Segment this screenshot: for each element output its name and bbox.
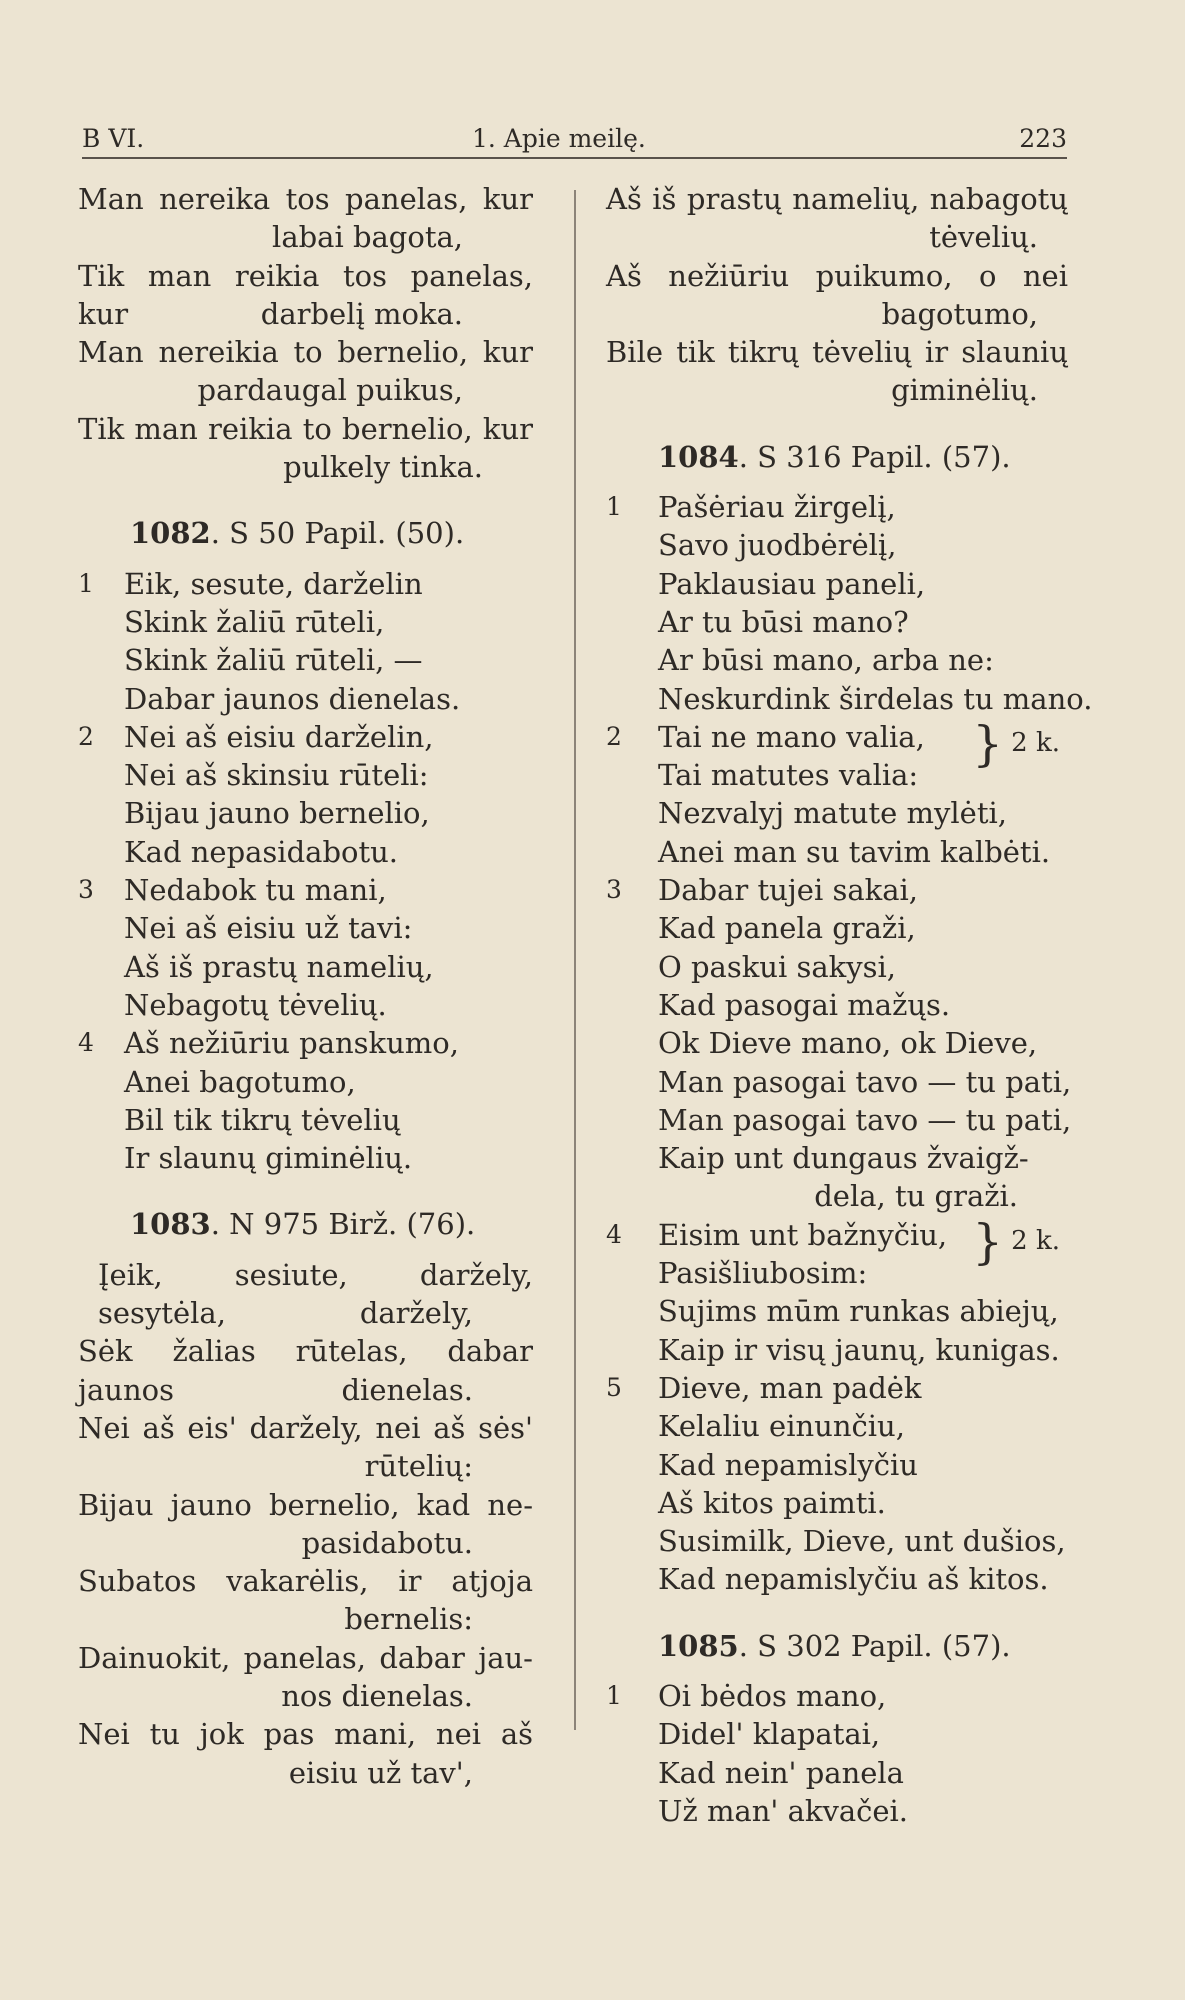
verse-line: Kaip ir visų jaunų, kunigas. (658, 1332, 1060, 1367)
verse-line: nos dienelas. (281, 1678, 473, 1713)
song-source: . S 50 Papil. (50). (210, 516, 465, 551)
verse-text: Eik, sesute, darželin (124, 566, 423, 601)
right-column (606, 180, 1093, 1830)
verse-line: Kad nepasidabotu. (124, 834, 399, 869)
verse-text: Eisim unt bažnyčiu, (658, 1217, 948, 1252)
repeat-brace: } 2 k. (972, 715, 1060, 772)
verse-number: 3 (606, 875, 622, 905)
verse-line: Subatos vakarėlis, ir atjoja (78, 1564, 533, 1599)
chapter-title: 1. Apie meilę. (472, 124, 646, 153)
verse-line: Kad nein' panela (658, 1755, 904, 1790)
verse-text: Oi bėdos mano, (658, 1678, 887, 1713)
verse-line: dela, tu graži. (814, 1179, 1018, 1214)
verse-line: bagotumo, (881, 296, 1038, 331)
verse-number: 5 (606, 1372, 622, 1402)
verse-text: Aš nežiūriu panskumo, (124, 1026, 459, 1061)
verse-line (606, 1369, 1068, 1407)
section-marker: B VI. (82, 124, 145, 153)
verse-text: Dieve, man padėk (658, 1370, 922, 1405)
verse-line: Dabar jaunos dienelas. (124, 681, 461, 716)
verse-line: Įeik, sesiute, daržely, sesytėla, (98, 1257, 533, 1331)
repeat-mark: 2 k. (1011, 1225, 1060, 1256)
verse-line (606, 488, 1068, 526)
verse-text: Tai ne mano valia, (658, 719, 925, 754)
verse-number: 4 (78, 1028, 94, 1058)
verse-line: Skink žaliū rūteli, — (124, 643, 423, 678)
verse-number: 1 (606, 1680, 622, 1710)
repeat-mark: 2 k. (1011, 727, 1060, 758)
verse-line: Nei aš eisiu už tavi: (124, 911, 413, 946)
verse-line (606, 715, 1068, 772)
verse-line: Kad pasogai mažųs. (658, 987, 951, 1022)
verse-line: Kaip unt dungaus žvaigž- (658, 1141, 1029, 1176)
verse-number: 4 (606, 1219, 622, 1249)
verse-line: Anei bagotumo, (124, 1064, 356, 1099)
verse-line: Ok Dieve mano, ok Dieve, (658, 1026, 1038, 1061)
song-source: . S 316 Papil. (57). (738, 439, 1011, 474)
verse-line: Bijau jauno bernelio, (124, 796, 430, 831)
song-heading-1084 (606, 438, 1068, 476)
verse-line: labai bagota, (272, 220, 463, 255)
verse-line: Nei tu jok pas mani, nei aš (78, 1717, 533, 1752)
song-number: 1082 (130, 516, 211, 551)
verse-line: Tik man reikia tos panelas, kur (78, 258, 533, 331)
verse-line: Man nereika tos panelas, kur (78, 182, 533, 216)
verse-number: 1 (606, 492, 622, 522)
verse-line (78, 1024, 533, 1062)
song-heading-1085 (606, 1627, 1068, 1665)
verse-line: Tik man reikia to bernelio, kur (78, 411, 533, 446)
verse-line: pulkely tinka. (283, 450, 483, 485)
song-heading-1082 (78, 514, 533, 552)
verse-line: Sujims mūm runkas abiejų, (658, 1294, 1059, 1329)
verse-line: daržely, (359, 1296, 473, 1331)
page-number: 223 (1019, 124, 1067, 153)
verse-line: Ir slaunų giminėlių. (124, 1141, 413, 1176)
verse-line: Savo juodbėrėlį, (658, 528, 897, 563)
verse-line: Susimilk, Dieve, unt dušios, (658, 1524, 1066, 1559)
song-source: . N 975 Birž. (76). (210, 1207, 476, 1242)
column-divider (574, 190, 576, 1730)
verse-line: Neskurdink širdelas tu mano. (658, 681, 1093, 716)
verse-line: Aš iš prastų namelių, (124, 949, 434, 984)
verse-line: Kad panela graži, (658, 911, 916, 946)
verse-line: tėvelių. (929, 220, 1038, 255)
verse-line: Anei man su tavim kalbėti. (658, 834, 1051, 869)
verse-line: rūtelių: (364, 1449, 473, 1484)
verse-line: Aš nežiūriu puikumo, o nei (606, 258, 1068, 293)
verse-line: darbelį moka. (260, 296, 463, 331)
verse-line: Man pasogai tavo — tu pati, (658, 1102, 1072, 1137)
header-rule (82, 157, 1067, 159)
verse-line: Nei aš eis' daržely, nei aš sės' (78, 1410, 533, 1445)
song-source: . S 302 Papil. (57). (738, 1628, 1011, 1663)
verse-line (78, 565, 533, 603)
verse-line: Skink žaliū rūteli, (124, 604, 385, 639)
song-number: 1085 (658, 1628, 739, 1663)
verse-line: Kad nepamislyčiu (658, 1447, 918, 1482)
verse-line: Už man' akvačei. (658, 1793, 909, 1828)
verse-line: Ar būsi mano, arba ne: (658, 643, 994, 678)
verse-line: Man nereikia to bernelio, kur (78, 335, 533, 370)
verse-line: Nezvalyj matute mylėti, (658, 796, 1007, 831)
verse-line: Bijau jauno bernelio, kad ne- (78, 1487, 533, 1522)
verse-line: Pasišliubosim: (658, 1256, 868, 1291)
song-number: 1083 (130, 1207, 211, 1242)
verse-line (78, 871, 533, 909)
verse-line: pasidabotu. (301, 1525, 473, 1560)
verse-line: dienelas. (341, 1372, 473, 1407)
verse-line: Aš kitos paimti. (658, 1485, 886, 1520)
verse-line: bernelis: (344, 1602, 473, 1637)
song-number: 1084 (658, 439, 739, 474)
verse-line (606, 871, 1068, 909)
verse-line: Dainuokit, panelas, dabar jau- (78, 1640, 533, 1675)
verse-line (606, 1677, 1068, 1715)
verse-line: giminėlių. (891, 373, 1038, 408)
verse-number: 1 (78, 568, 94, 598)
verse-text: Nedabok tu mani, (124, 873, 387, 908)
verse-line: Bile tik tikrų tėvelių ir slaunių (606, 335, 1068, 370)
verse-text: Pašėriau žirgelį, (658, 490, 896, 525)
verse-number: 3 (78, 875, 94, 905)
verse-line: Kad nepamislyčiu aš kitos. (658, 1562, 1049, 1597)
verse-line: O paskui sakysi, (658, 949, 896, 984)
verse-line: Tai matutes valia: (658, 758, 919, 793)
verse-line: eisiu už tav', (288, 1755, 473, 1790)
song-heading-1083 (78, 1205, 533, 1243)
verse-text: Nei aš eisiu darželin, (124, 719, 434, 754)
verse-line: Aš iš prastų namelių, nabagotų (606, 182, 1068, 216)
repeat-brace: } 2 k. (972, 1213, 1060, 1270)
verse-line: Nei aš skinsiu rūteli: (124, 758, 429, 793)
verse-text: Dabar tujei sakai, (658, 873, 918, 908)
verse-line: Ar tu būsi mano? (658, 604, 909, 639)
verse-number: 2 (606, 721, 622, 751)
verse-line: pardaugal puikus, (197, 373, 463, 408)
verse-line (606, 1213, 1068, 1270)
verse-line: Didel' klapatai, (658, 1717, 881, 1752)
verse-line: Sėk žalias rūtelas, dabar jaunos (78, 1334, 533, 1407)
verse-line (78, 718, 533, 756)
verse-number: 2 (78, 721, 94, 751)
verse-line: Paklausiau paneli, (658, 566, 926, 601)
verse-line: Nebagotų tėvelių. (124, 987, 387, 1022)
verse-line: Kelaliu einunčiu, (658, 1409, 905, 1444)
verse-line: Man pasogai tavo — tu pati, (658, 1064, 1072, 1099)
verse-line: Bil tik tikrų tėvelių (124, 1102, 401, 1137)
left-column (78, 180, 533, 1792)
